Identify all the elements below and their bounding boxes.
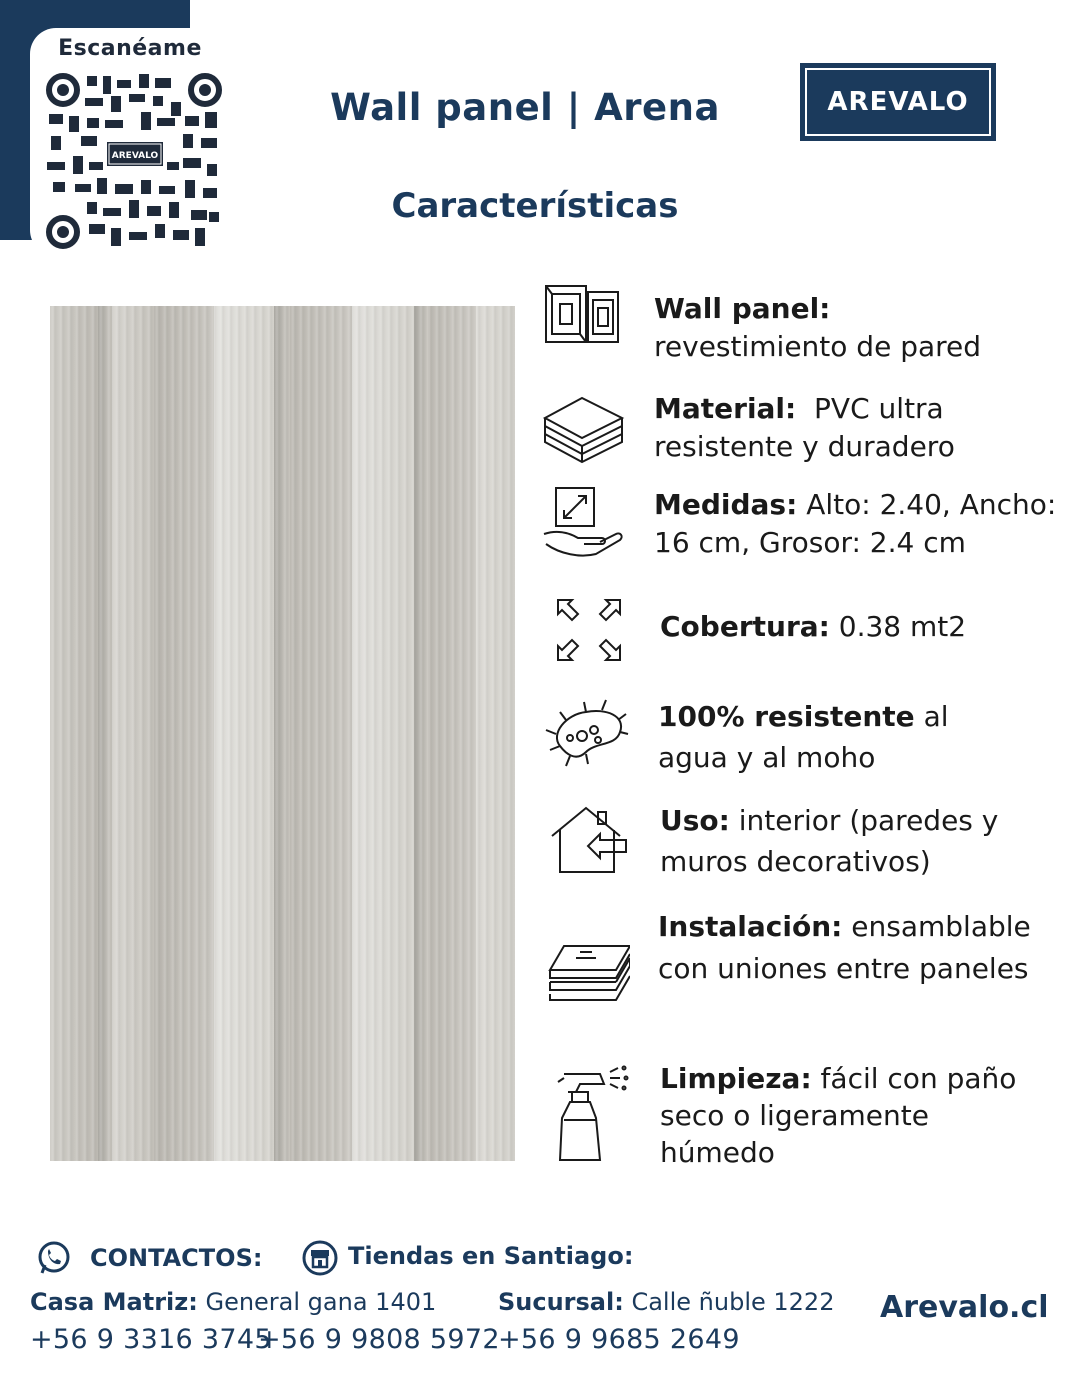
whatsapp-icon[interactable]: [36, 1240, 72, 1276]
panel-frames-icon: [540, 282, 630, 362]
casa-matriz-label: Casa Matriz:: [30, 1288, 198, 1316]
feature-text: [654, 290, 1064, 366]
feature-material: [540, 388, 1070, 478]
sucursal-address: Calle ñuble 1222: [631, 1288, 835, 1316]
bacteria-icon: [540, 694, 630, 774]
feature-cobertura: [540, 592, 1070, 672]
measure-hand-icon: [540, 484, 630, 564]
feature-label: Instalación:: [658, 910, 843, 943]
store-icon: [302, 1240, 338, 1276]
spray-bottle-icon: [540, 1060, 630, 1170]
brand-logo-text: AREVALO: [805, 68, 991, 136]
feature-value: Alto: 2.40, Ancho: 16 cm, Grosor: 2.4 cm: [654, 488, 1057, 559]
phone-link[interactable]: +56 9 9808 5972: [258, 1324, 500, 1355]
feature-label: Material:: [654, 392, 797, 425]
contacts-label: CONTACTOS:: [90, 1244, 263, 1272]
house-interior-icon: [540, 800, 630, 880]
qr-card: [30, 28, 230, 256]
feature-value: fácil con paño seco o ligeramente húmedo: [660, 1062, 1017, 1169]
phone-link[interactable]: +56 9 9685 2649: [498, 1324, 740, 1355]
feature-text: [660, 800, 1040, 882]
feature-uso: [540, 800, 1070, 890]
qr-label: Escanéame: [58, 36, 202, 61]
feature-text: [660, 608, 1070, 646]
feature-value: al agua y al moho: [658, 700, 949, 774]
material-layers-icon: [540, 388, 630, 468]
website-link[interactable]: Arevalo.cl: [880, 1290, 1049, 1325]
feature-text: [658, 696, 988, 778]
feature-label: Wall panel:: [654, 292, 831, 325]
feature-value: PVC ultra resistente y duradero: [654, 392, 955, 463]
feature-limpieza: [540, 1060, 1070, 1170]
feature-wall-panel: [540, 282, 1070, 372]
section-subtitle: Características: [391, 186, 679, 226]
feature-value: ensamblable con uniones entre paneles: [658, 910, 1031, 985]
coverage-arrows-icon: [540, 592, 630, 672]
feature-value: 0.38 mt2: [838, 610, 967, 643]
feature-resistente: [540, 694, 1070, 784]
feature-text: [654, 486, 1074, 562]
feature-instalacion: [540, 906, 1070, 1036]
stacked-panels-icon: [540, 930, 630, 1010]
feature-text: [654, 390, 1044, 466]
casa-matriz-address: General gana 1401: [205, 1288, 437, 1316]
page-title: Wall panel | Arena: [330, 86, 720, 129]
feature-label: Medidas:: [654, 488, 798, 521]
sucursal-label: Sucursal:: [498, 1288, 624, 1316]
sucursal-line: [498, 1288, 834, 1316]
feature-value: revestimiento de pared: [654, 330, 982, 363]
product-photo: [50, 306, 515, 1161]
feature-label: Uso:: [660, 804, 730, 837]
feature-label: Limpieza:: [660, 1062, 812, 1095]
feature-label: 100% resistente: [658, 700, 915, 733]
qr-center-logo: AREVALO: [111, 151, 159, 161]
stores-label: Tiendas en Santiago:: [348, 1242, 634, 1270]
casa-matriz-line: [30, 1288, 436, 1316]
feature-value: interior (paredes y muros decorativos): [660, 804, 999, 878]
phone-link[interactable]: +56 9 3316 3745: [30, 1324, 272, 1355]
feature-medidas: [540, 484, 1070, 574]
feature-text: [660, 1060, 1040, 1171]
brand-logo[interactable]: [800, 63, 996, 141]
feature-text: [658, 906, 1058, 990]
feature-label: Cobertura:: [660, 610, 830, 643]
wood-grain-texture: [50, 306, 515, 1161]
qr-code-icon[interactable]: [45, 72, 223, 250]
